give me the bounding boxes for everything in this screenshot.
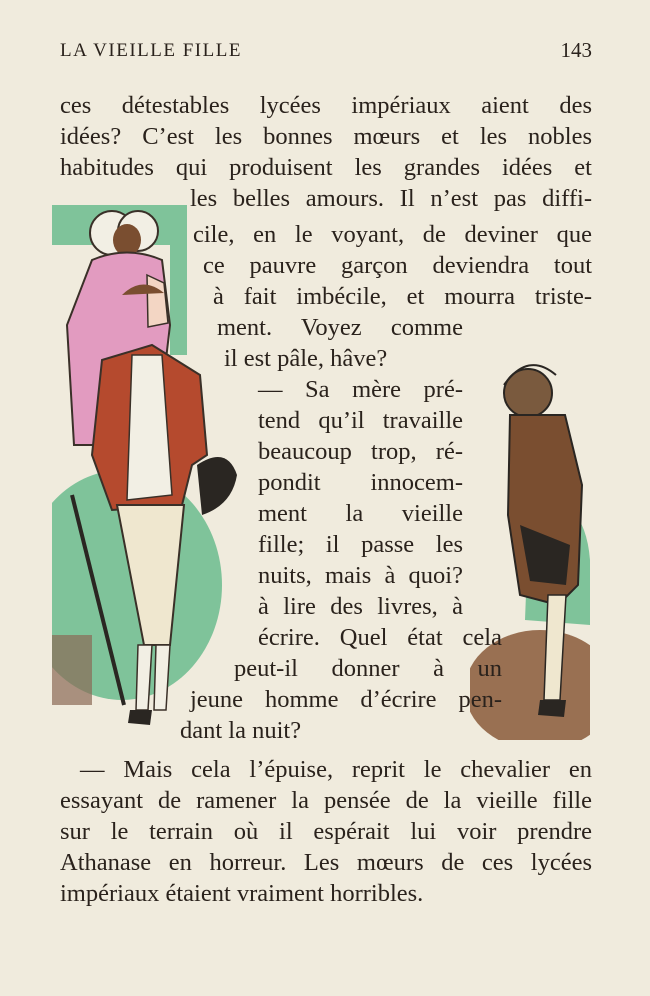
- text-line: à fait imbécile, et mourra triste-: [213, 283, 592, 310]
- text-line: dant la nuit?: [180, 717, 302, 744]
- text-line: idées? C’est les bonnes mœurs et les nobles: [60, 123, 592, 150]
- text-line: Athanase en horreur. Les mœurs de ces lycées: [60, 849, 592, 876]
- text-line: jeune homme d’écrire pen-: [190, 686, 502, 713]
- text-line: à lire des livres, à: [258, 593, 463, 620]
- running-title: LA VIEILLE FILLE: [60, 40, 242, 61]
- text-line: ment. Voyez comme: [217, 314, 463, 341]
- text-line: sur le terrain où il espérait lui voir prendre: [60, 818, 592, 845]
- text-line: pondit innocem-: [258, 469, 463, 496]
- text-line: ment la vieille: [258, 500, 463, 527]
- text-line: peut-il donner à un: [234, 655, 502, 682]
- text-line: ce pauvre garçon deviendra tout: [203, 252, 592, 279]
- text-line: impériaux étaient vraiment horribles.: [60, 880, 424, 907]
- text-line: les belles amours. Il n’est pas diffi-: [190, 185, 592, 212]
- page-number: 143: [560, 38, 592, 62]
- text-line: — Sa mère pré-: [258, 376, 463, 403]
- text-line: essayant de ramener la pensée de la vieille fille: [60, 787, 592, 814]
- text-line: beaucoup trop, ré-: [258, 438, 463, 465]
- text-line: nuits, mais à quoi?: [258, 562, 463, 589]
- text-line: écrire. Quel état cela: [258, 624, 502, 651]
- page-header: [60, 36, 592, 66]
- text-line: tend qu’il travaille: [258, 407, 463, 434]
- text-line: ces détestables lycées impériaux aient des: [60, 92, 592, 119]
- text-line: fille; il passe les: [258, 531, 463, 558]
- text-line: il est pâle, hâve?: [224, 345, 388, 372]
- text-line: cile, en le voyant, de deviner que: [193, 221, 592, 248]
- text-line: — Mais cela l’épuise, reprit le chevalier en: [80, 756, 592, 783]
- text-line: habitudes qui produisent les grandes idées et: [60, 154, 592, 181]
